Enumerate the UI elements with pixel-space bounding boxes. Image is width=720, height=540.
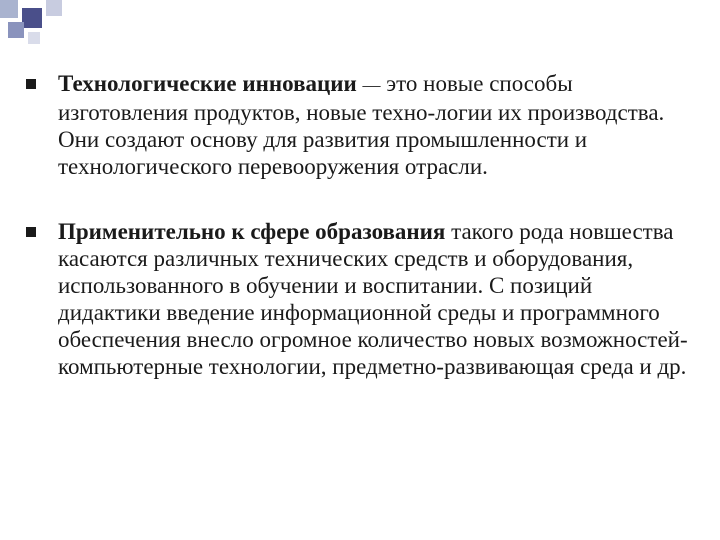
decor-square [46,0,62,16]
bullet-term: Применительно к сфере образования [58,219,446,244]
decor-square [0,0,18,18]
bullet-dash: — [362,75,381,95]
decor-square [28,32,40,44]
bullet-text: такого рода новшества касаются различных технических средств и оборудования, использованного в обучении и воспитании. С позиций дидактики введение информационной среды и программного обеспечения внесло огромное количество новых возможностей- компьютерные технологии, предметно-развивающая среда и др. [58,219,688,379]
bullet-item [22,218,698,380]
decor-square [22,8,42,28]
bullet-term: Технологические инновации [58,71,357,96]
bullet-item [22,70,698,180]
square-bullet-icon [26,227,36,237]
corner-decoration [0,0,70,50]
square-bullet-icon [26,79,36,89]
decor-square [8,22,24,38]
bullet-list [22,70,698,380]
bullet-text: это новые способы изготовления продуктов, новые техно-логии их производства. Они создают основу для развития промышленности и технологического перевооружения отрасли. [58,71,665,179]
